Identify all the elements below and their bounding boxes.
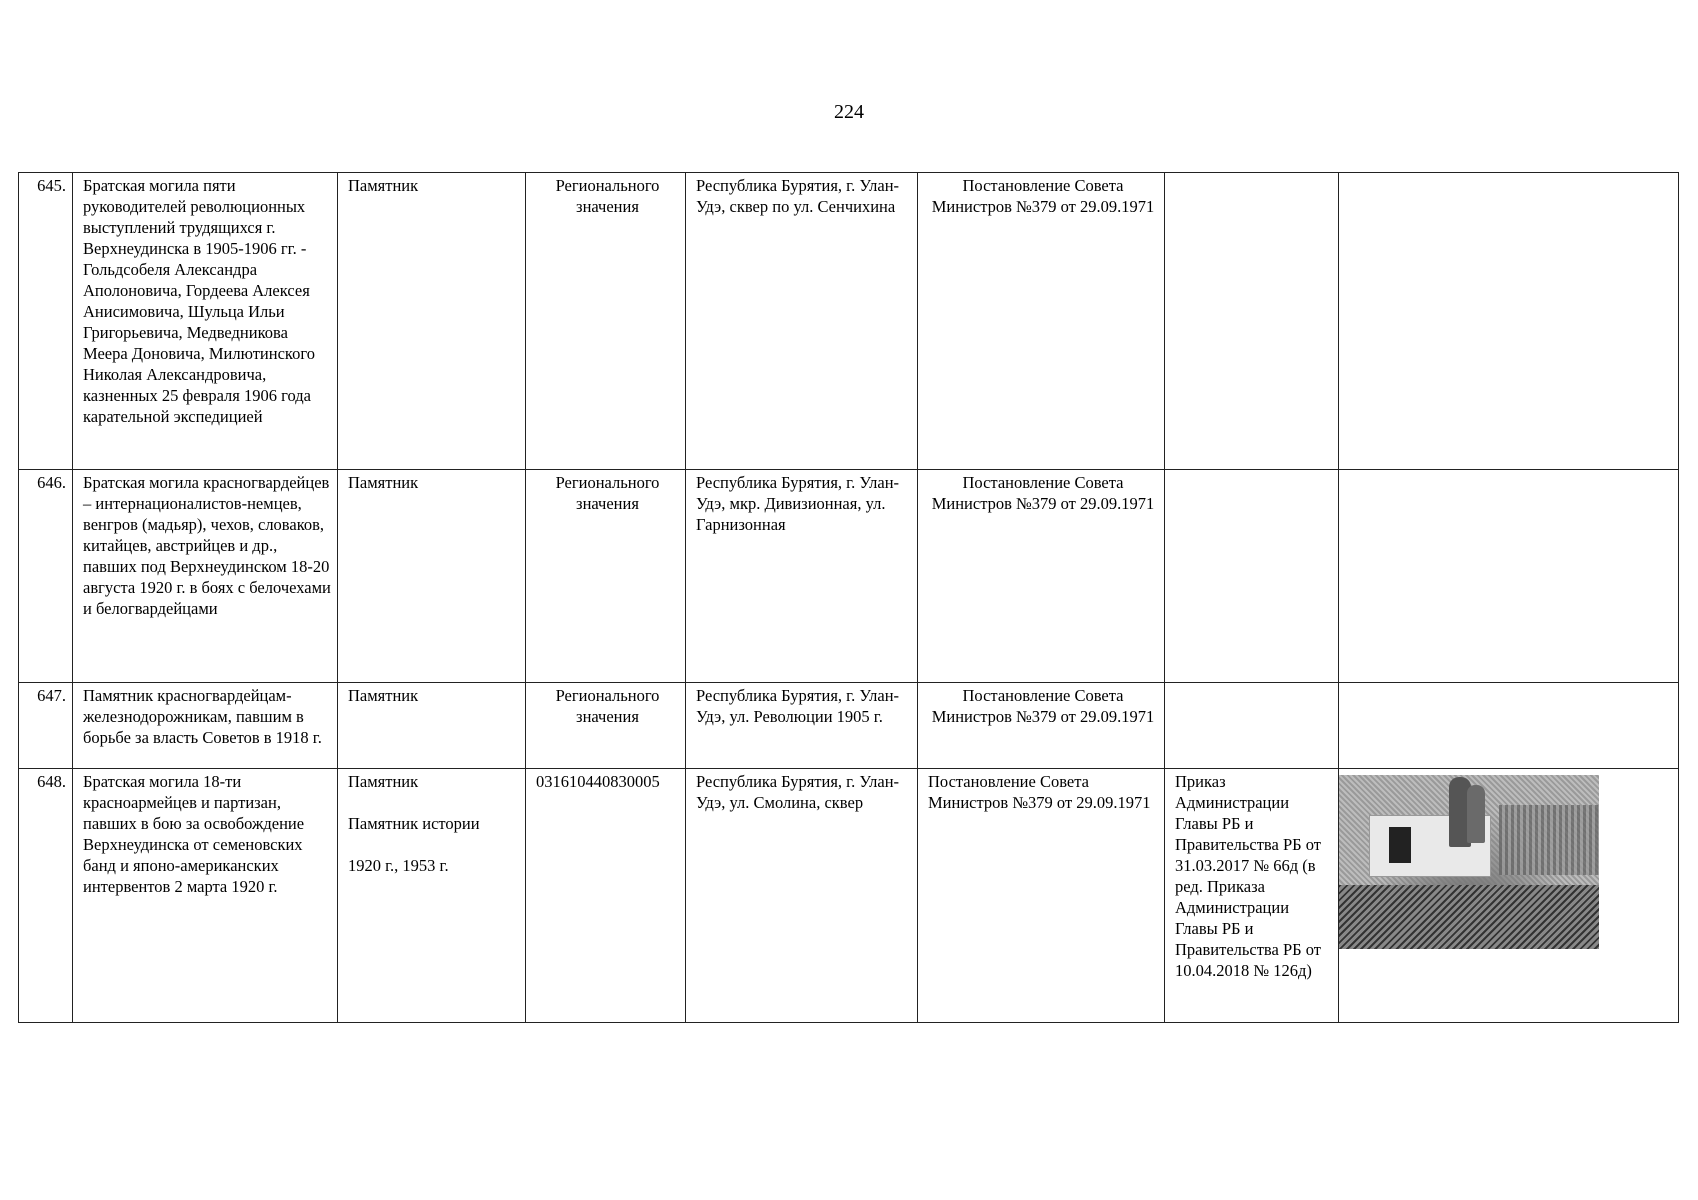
- photo-trees: [1499, 805, 1599, 875]
- object-category: Регионального значения: [526, 683, 686, 769]
- registration-number: 031610440830005: [526, 769, 686, 1023]
- photo-figure: [1467, 785, 1485, 843]
- object-type: Памятник: [338, 683, 526, 769]
- legal-document: Постановление Совета Министров №379 от 29.09.1971: [918, 173, 1165, 470]
- object-category: Регионального значения: [526, 470, 686, 683]
- photo-plaque: [1389, 827, 1411, 863]
- object-address: Республика Бурятия, г. Улан-Удэ, ул. Революции 1905 г.: [686, 683, 918, 769]
- row-number: 645.: [19, 173, 73, 470]
- legal-document: Постановление Совета Министров №379 от 29.09.1971: [918, 683, 1165, 769]
- object-name: Памятник красногвардейцам-железнодорожникам, павшим в борьбе за власть Советов в 1918 г.: [73, 683, 338, 769]
- photo-cell: [1339, 769, 1679, 1023]
- table-row: [19, 769, 1679, 1023]
- object-type: Памятник: [348, 772, 419, 791]
- order-document: Приказ Администрации Главы РБ и Правительства РБ от 31.03.2017 № 66д (в ред. Приказа Администрации Главы РБ и Правительства РБ от 10.04.2018 № 126д): [1165, 769, 1339, 1023]
- object-name: Братская могила 18-ти красноармейцев и партизан, павших в бою за освобождение Верхнеудинска от семеновских банд и японо-американских интервентов 2 марта 1920 г.: [73, 769, 338, 1023]
- object-address: Республика Бурятия, г. Улан-Удэ, сквер по ул. Сенчихина: [686, 173, 918, 470]
- object-dates: 1920 г., 1953 г.: [348, 856, 449, 875]
- object-type: Памятник: [338, 173, 526, 470]
- photo-cell: [1339, 683, 1679, 769]
- object-name: Братская могила красногвардейцев – интернационалистов-немцев, венгров (мадьяр), чехов, словаков, китайцев, австрийцев и др., павших под Верхнеудинском 18-20 августа 1920 г. в боях с белочехами и белогвардейцами: [73, 470, 338, 683]
- object-kind: Памятник истории: [348, 814, 480, 833]
- row-number: 646.: [19, 470, 73, 683]
- object-address: Республика Бурятия, г. Улан-Удэ, ул. Смолина, сквер: [686, 769, 918, 1023]
- page-number: 224: [834, 101, 864, 123]
- order-cell: [1165, 470, 1339, 683]
- photo-cell: [1339, 173, 1679, 470]
- monuments-table: [18, 172, 1679, 1023]
- order-cell: [1165, 173, 1339, 470]
- photo-cell: [1339, 470, 1679, 683]
- object-name: Братская могила пяти руководителей революционных выступлений трудящихся г. Верхнеудинска в 1905-1906 гг. - Гольдсобеля Александра Аполоновича, Гордеева Алексея Анисимовича, Шульца Ильи Григорьевича, Медведникова Меера Доновича, Милютинского Николая Александровича, казненных 25 февраля 1906 года карательной экспедицией: [73, 173, 338, 470]
- row-number: 647.: [19, 683, 73, 769]
- legal-document: Постановление Совета Министров №379 от 29.09.1971: [918, 769, 1165, 1023]
- object-address: Республика Бурятия, г. Улан-Удэ, мкр. Дивизионная, ул. Гарнизонная: [686, 470, 918, 683]
- object-type-cell: [338, 769, 526, 1023]
- row-number: 648.: [19, 769, 73, 1023]
- legal-document: Постановление Совета Министров №379 от 29.09.1971: [918, 470, 1165, 683]
- order-cell: [1165, 683, 1339, 769]
- table-row: [19, 683, 1679, 769]
- monument-photo: [1339, 775, 1599, 949]
- photo-ground: [1339, 885, 1599, 949]
- object-category: Регионального значения: [526, 173, 686, 470]
- table-row: [19, 173, 1679, 470]
- table-row: [19, 470, 1679, 683]
- object-type: Памятник: [338, 470, 526, 683]
